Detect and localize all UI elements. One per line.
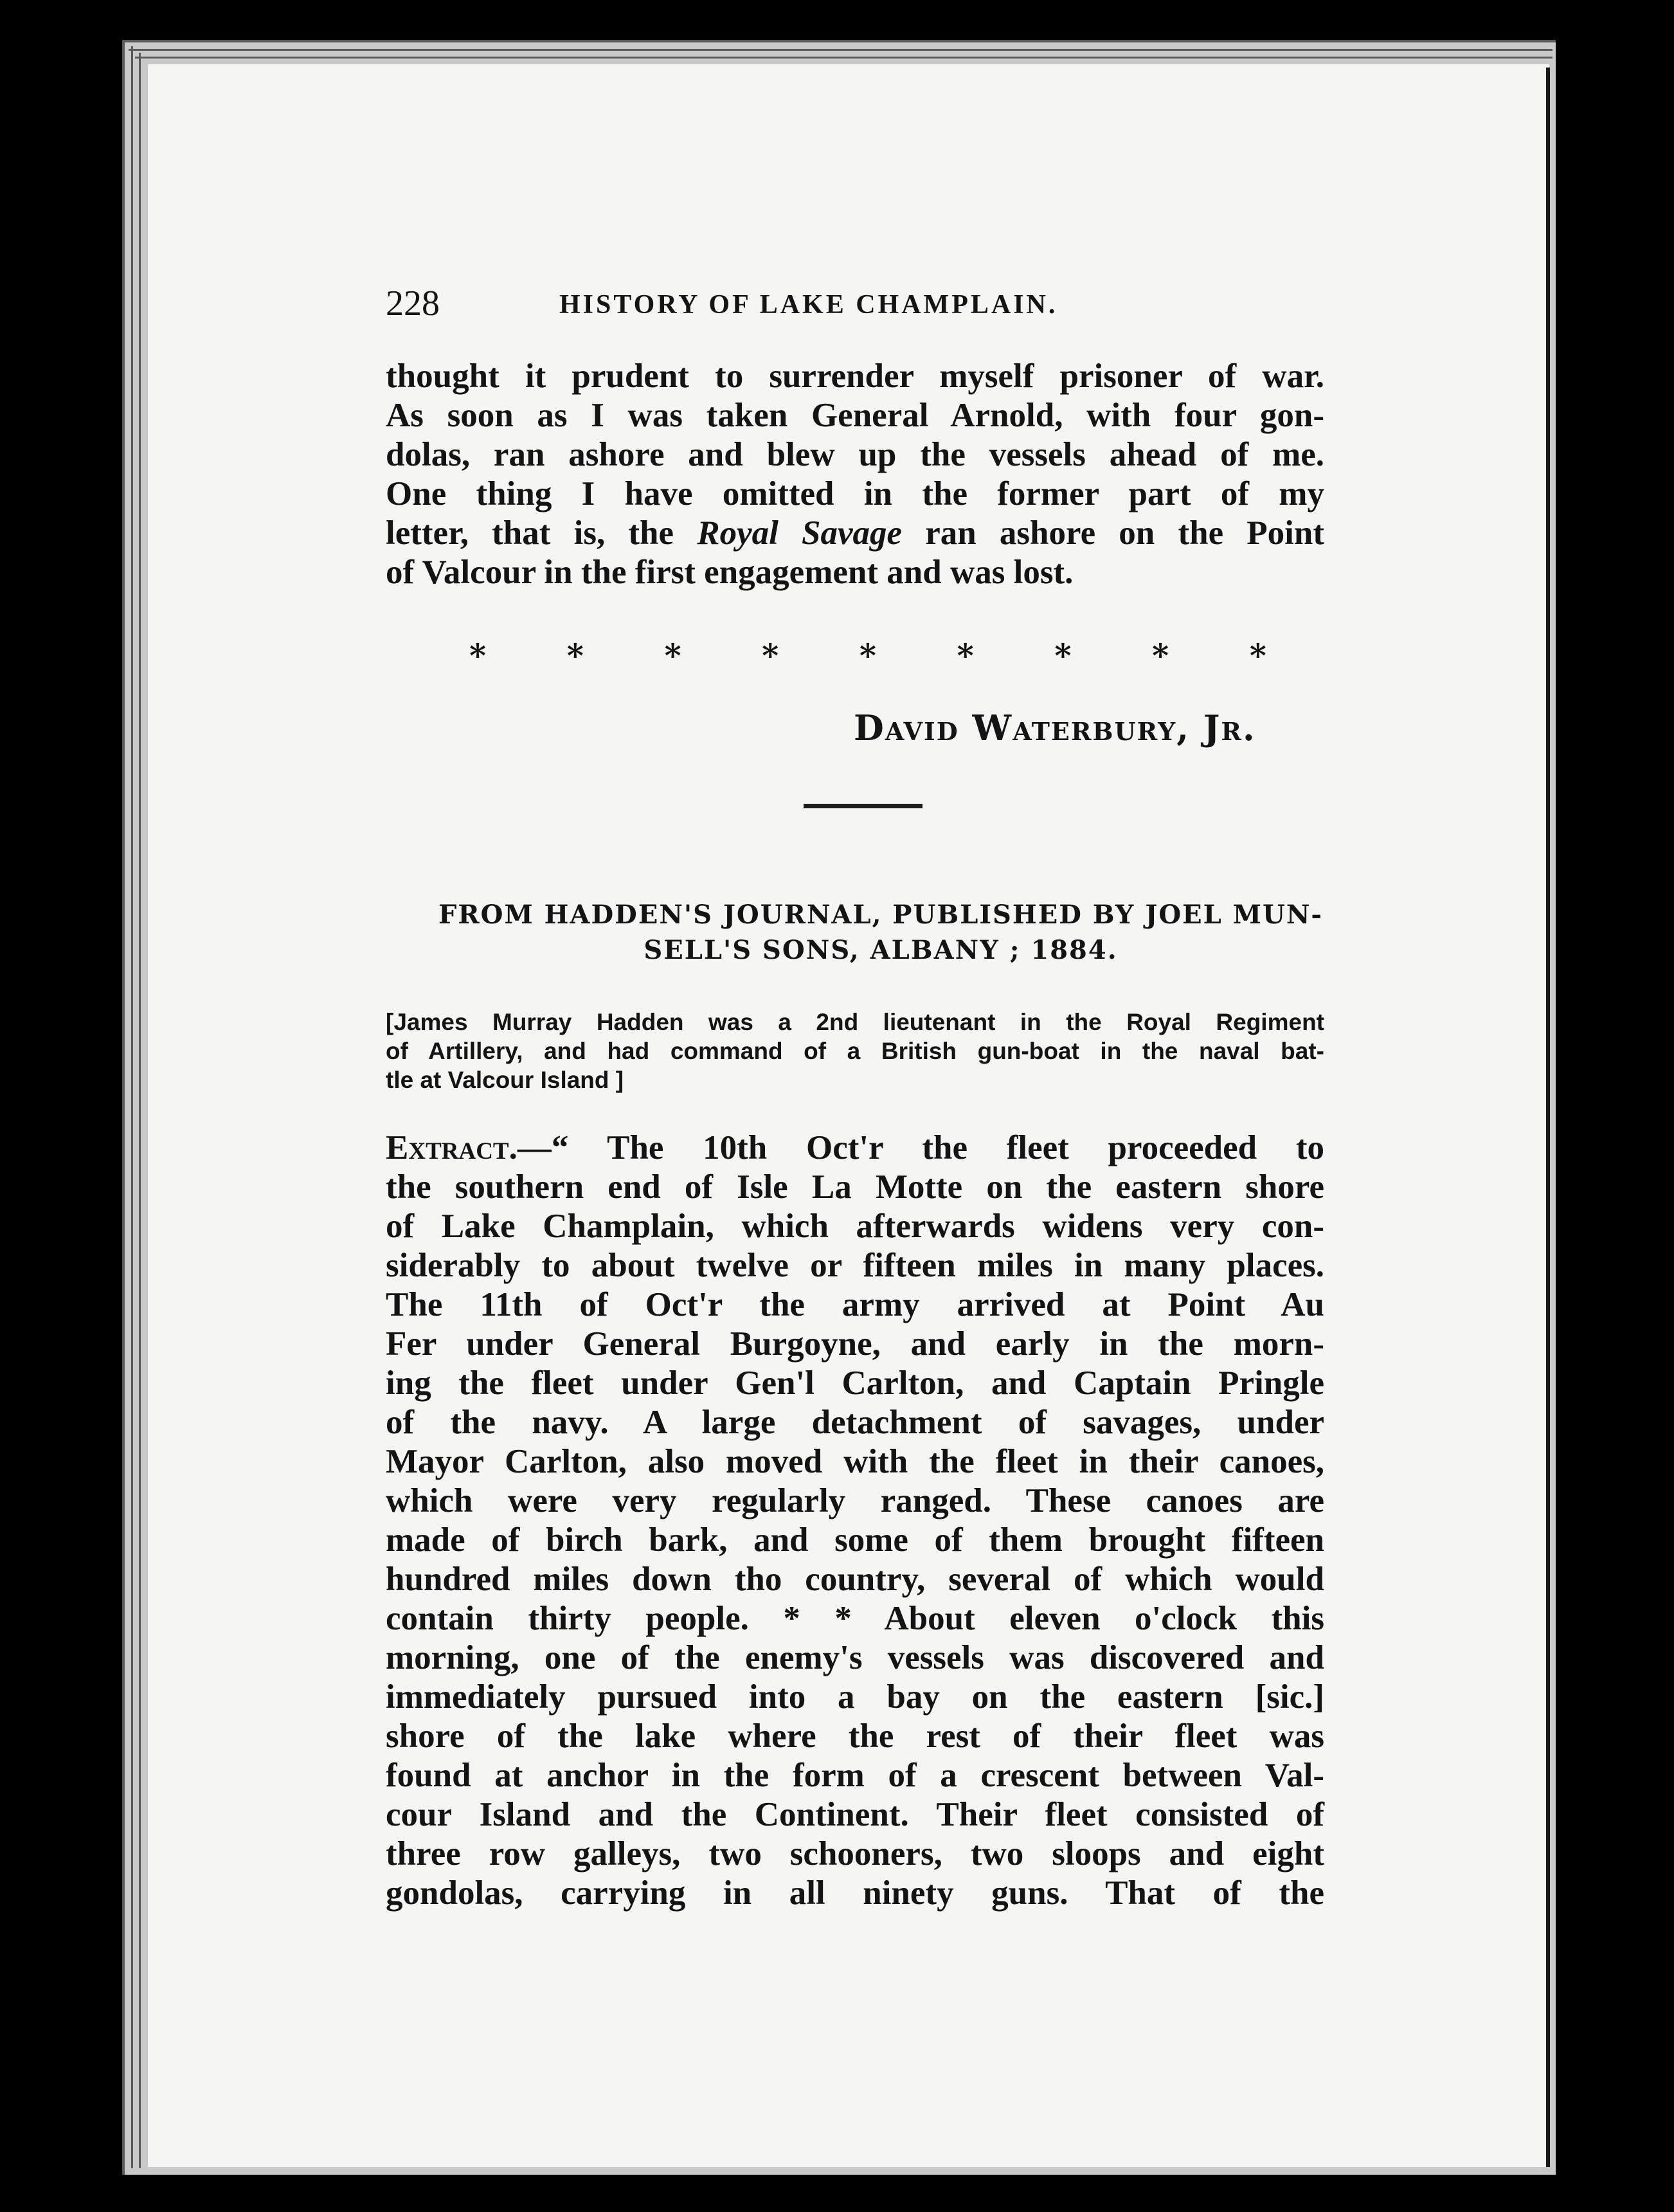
section-divider [804,804,923,808]
asterisk: * [664,637,681,675]
text-line: shore of the lake where the rest of their fleet was [386,1718,1324,1755]
gutter-rule [1546,68,1550,2167]
journal-extract [386,1129,1324,1913]
asterisk: * [566,637,584,675]
text-line: of Valcour in the first engagement and was lost. [386,554,1074,591]
page-header [386,283,1324,328]
text-line: three row galleys, two schooners, two sloops and eight [386,1835,1324,1872]
text-line: hundred miles down tho country, several of which would [386,1561,1324,1598]
asterisk: * [1152,637,1169,675]
asterisk: * [957,637,974,675]
text-line: gondolas, carrying in all ninety guns. That of the [386,1874,1324,1912]
text-line: which were very regularly ranged. These canoes are [386,1482,1324,1519]
text-line: cour Island and the Continent. Their fleet consisted of [386,1796,1324,1833]
text-line: Fer under General Burgoyne, and early in the morn- [386,1325,1324,1363]
text-line [386,514,1324,553]
text-line: the southern end of Isle La Motte on the eastern shore [386,1168,1324,1206]
asterisk: * [1054,637,1072,675]
ship-name: Royal Savage [697,514,903,552]
text-line: Mayor Carlton, also moved with the fleet in their canoes, [386,1443,1324,1480]
asterisk: * [469,637,487,675]
text-line: found at anchor in the form of a crescent between Val- [386,1757,1324,1794]
ellipsis-asterisks [469,637,1266,675]
note-line: of Artillery, and had command of a British gun-boat in the naval bat- [386,1038,1324,1064]
text-line: immediately pursued into a bay on the eastern [sic.] [386,1678,1324,1716]
text-line: of the navy. A large detachment of savages, under [386,1404,1324,1441]
text-line: of Lake Champlain, which afterwards widens very con- [386,1208,1324,1245]
text-line: siderably to about twelve or fifteen miles in many places. [386,1247,1324,1284]
signature: David Waterbury, Jr. [854,707,1256,748]
heading-line: FROM HADDEN'S JOURNAL, PUBLISHED BY JOEL MUN- [438,900,1324,930]
note-line: tle at Valcour Island ] [386,1067,624,1093]
asterisk: * [859,637,877,675]
text-segment: —“ The 10th Oct'r the fleet proceeded to [517,1129,1324,1166]
text-line: dolas, ran ashore and blew up the vessels ahead of me. [386,436,1324,473]
text-line: morning, one of the enemy's vessels was discovered and [386,1639,1324,1676]
text-line: contain thirty people. * * About eleven o'clock this [386,1600,1324,1637]
section-heading [431,897,1331,968]
text-line: thought it prudent to surrender myself prisoner of war. [386,358,1324,395]
text-line: One thing I have omitted in the former part of my [386,475,1324,512]
editorial-note [386,1008,1324,1094]
text-line: ing the fleet under Gen'l Carlton, and Captain Pringle [386,1364,1324,1402]
text-line: made of birch bark, and some of them brought fifteen [386,1521,1324,1559]
heading-line: SELL'S SONS, ALBANY ; 1884. [644,935,1118,965]
text-segment: letter, that is, the [386,514,674,552]
page-number: 228 [386,284,440,323]
note-line: [James Murray Hadden was a 2nd lieutenant in the Royal Regiment [386,1009,1324,1035]
text-segment: ran ashore on the Point [925,514,1325,552]
text-line: As soon as I was taken General Arnold, with four gon- [386,397,1324,434]
running-head: HISTORY OF LAKE CHAMPLAIN. [559,290,1058,320]
asterisk: * [762,637,779,675]
letter-text [386,357,1324,592]
text-line [386,1129,1324,1168]
extract-label: Extract. [386,1129,518,1166]
asterisk: * [1249,637,1266,675]
text-line: The 11th of Oct'r the army arrived at Point Au [386,1286,1324,1323]
